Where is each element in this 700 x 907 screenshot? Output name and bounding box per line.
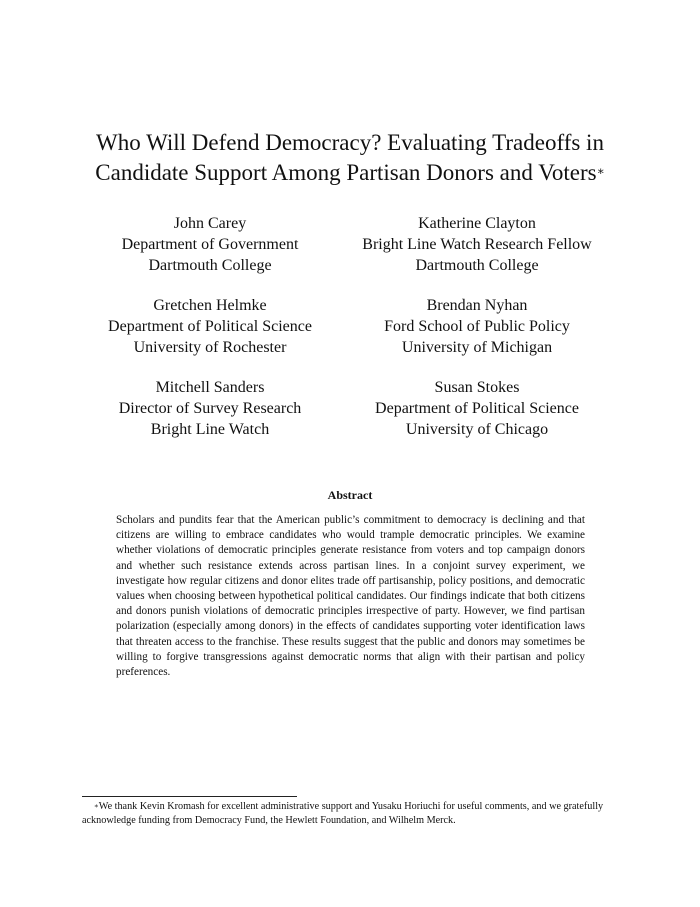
author-institution: Dartmouth College bbox=[415, 257, 539, 274]
author-name: Gretchen Helmke bbox=[153, 297, 267, 314]
paper-title bbox=[0, 128, 700, 188]
author-affiliation: Director of Survey Research bbox=[118, 400, 302, 417]
abstract-heading: Abstract bbox=[327, 488, 373, 502]
author-institution: University of Michigan bbox=[401, 339, 553, 356]
author-block-carey bbox=[60, 213, 360, 276]
author-block-nyhan bbox=[327, 295, 627, 358]
author-name: Mitchell Sanders bbox=[155, 379, 265, 396]
author-name: Brendan Nyhan bbox=[426, 297, 528, 314]
author-institution: University of Rochester bbox=[133, 339, 287, 356]
author-block-helmke bbox=[60, 295, 360, 358]
footnote-mark: ∗ bbox=[94, 802, 99, 810]
author-affiliation: Department of Political Science bbox=[108, 318, 312, 335]
footnote-divider bbox=[82, 796, 297, 797]
title-footnote-mark: ∗ bbox=[596, 164, 605, 178]
author-name: Katherine Clayton bbox=[418, 215, 536, 232]
title-line-1: Who Will Defend Democracy? Evaluating Tradeoffs in bbox=[96, 130, 604, 155]
author-affiliation: Department of Government bbox=[121, 236, 299, 253]
abstract-text: Scholars and pundits fear that the American public’s commitment to democracy is declining and that citizens are willing to embrace candidates who would trample democratic principles. We examine whether violations of democratic principles generate resistance from voters and top campaign donors and whether such resistance extends across partisan lines. In a conjoint survey experiment, we investigate how regular citizens and donor elites trade off partisanship, policy positions, and democratic values when choosing between hypothetical political candidates. Our findings indicate that both citizens and donors punish violations of democratic principles irrespective of party. However, we find partisan polarization (especially among donors) in the effects of candidates supporting voter identification laws that threaten access to the franchise. These results suggest that the public and donors may sometimes be willing to forgive transgressions against democratic norms that align with their partisan and policy preferences. bbox=[116, 514, 585, 679]
footnote-text: We thank Kevin Kromash for excellent administrative support and Yusaku Horiuchi for useful comments, and we gratefully acknowledge funding from Democracy Fund, the Hewlett Foundation, and Wilhelm Merck. bbox=[82, 801, 604, 826]
author-affiliation: Bright Line Watch Research Fellow bbox=[362, 236, 592, 253]
author-block-stokes bbox=[327, 377, 627, 440]
author-name: Susan Stokes bbox=[434, 379, 520, 396]
author-institution: University of Chicago bbox=[405, 421, 549, 438]
author-affiliation: Department of Political Science bbox=[375, 400, 579, 417]
title-line-2-text: Candidate Support Among Partisan Donors and Voters bbox=[95, 160, 597, 185]
author-block-sanders bbox=[60, 377, 360, 440]
author-affiliation: Ford School of Public Policy bbox=[384, 318, 570, 335]
author-institution: Dartmouth College bbox=[148, 257, 272, 274]
author-block-clayton bbox=[327, 213, 627, 276]
author-institution: Bright Line Watch bbox=[150, 421, 270, 438]
author-name: John Carey bbox=[173, 215, 247, 232]
title-line-2 bbox=[0, 158, 700, 188]
acknowledgment-footnote bbox=[82, 800, 618, 828]
